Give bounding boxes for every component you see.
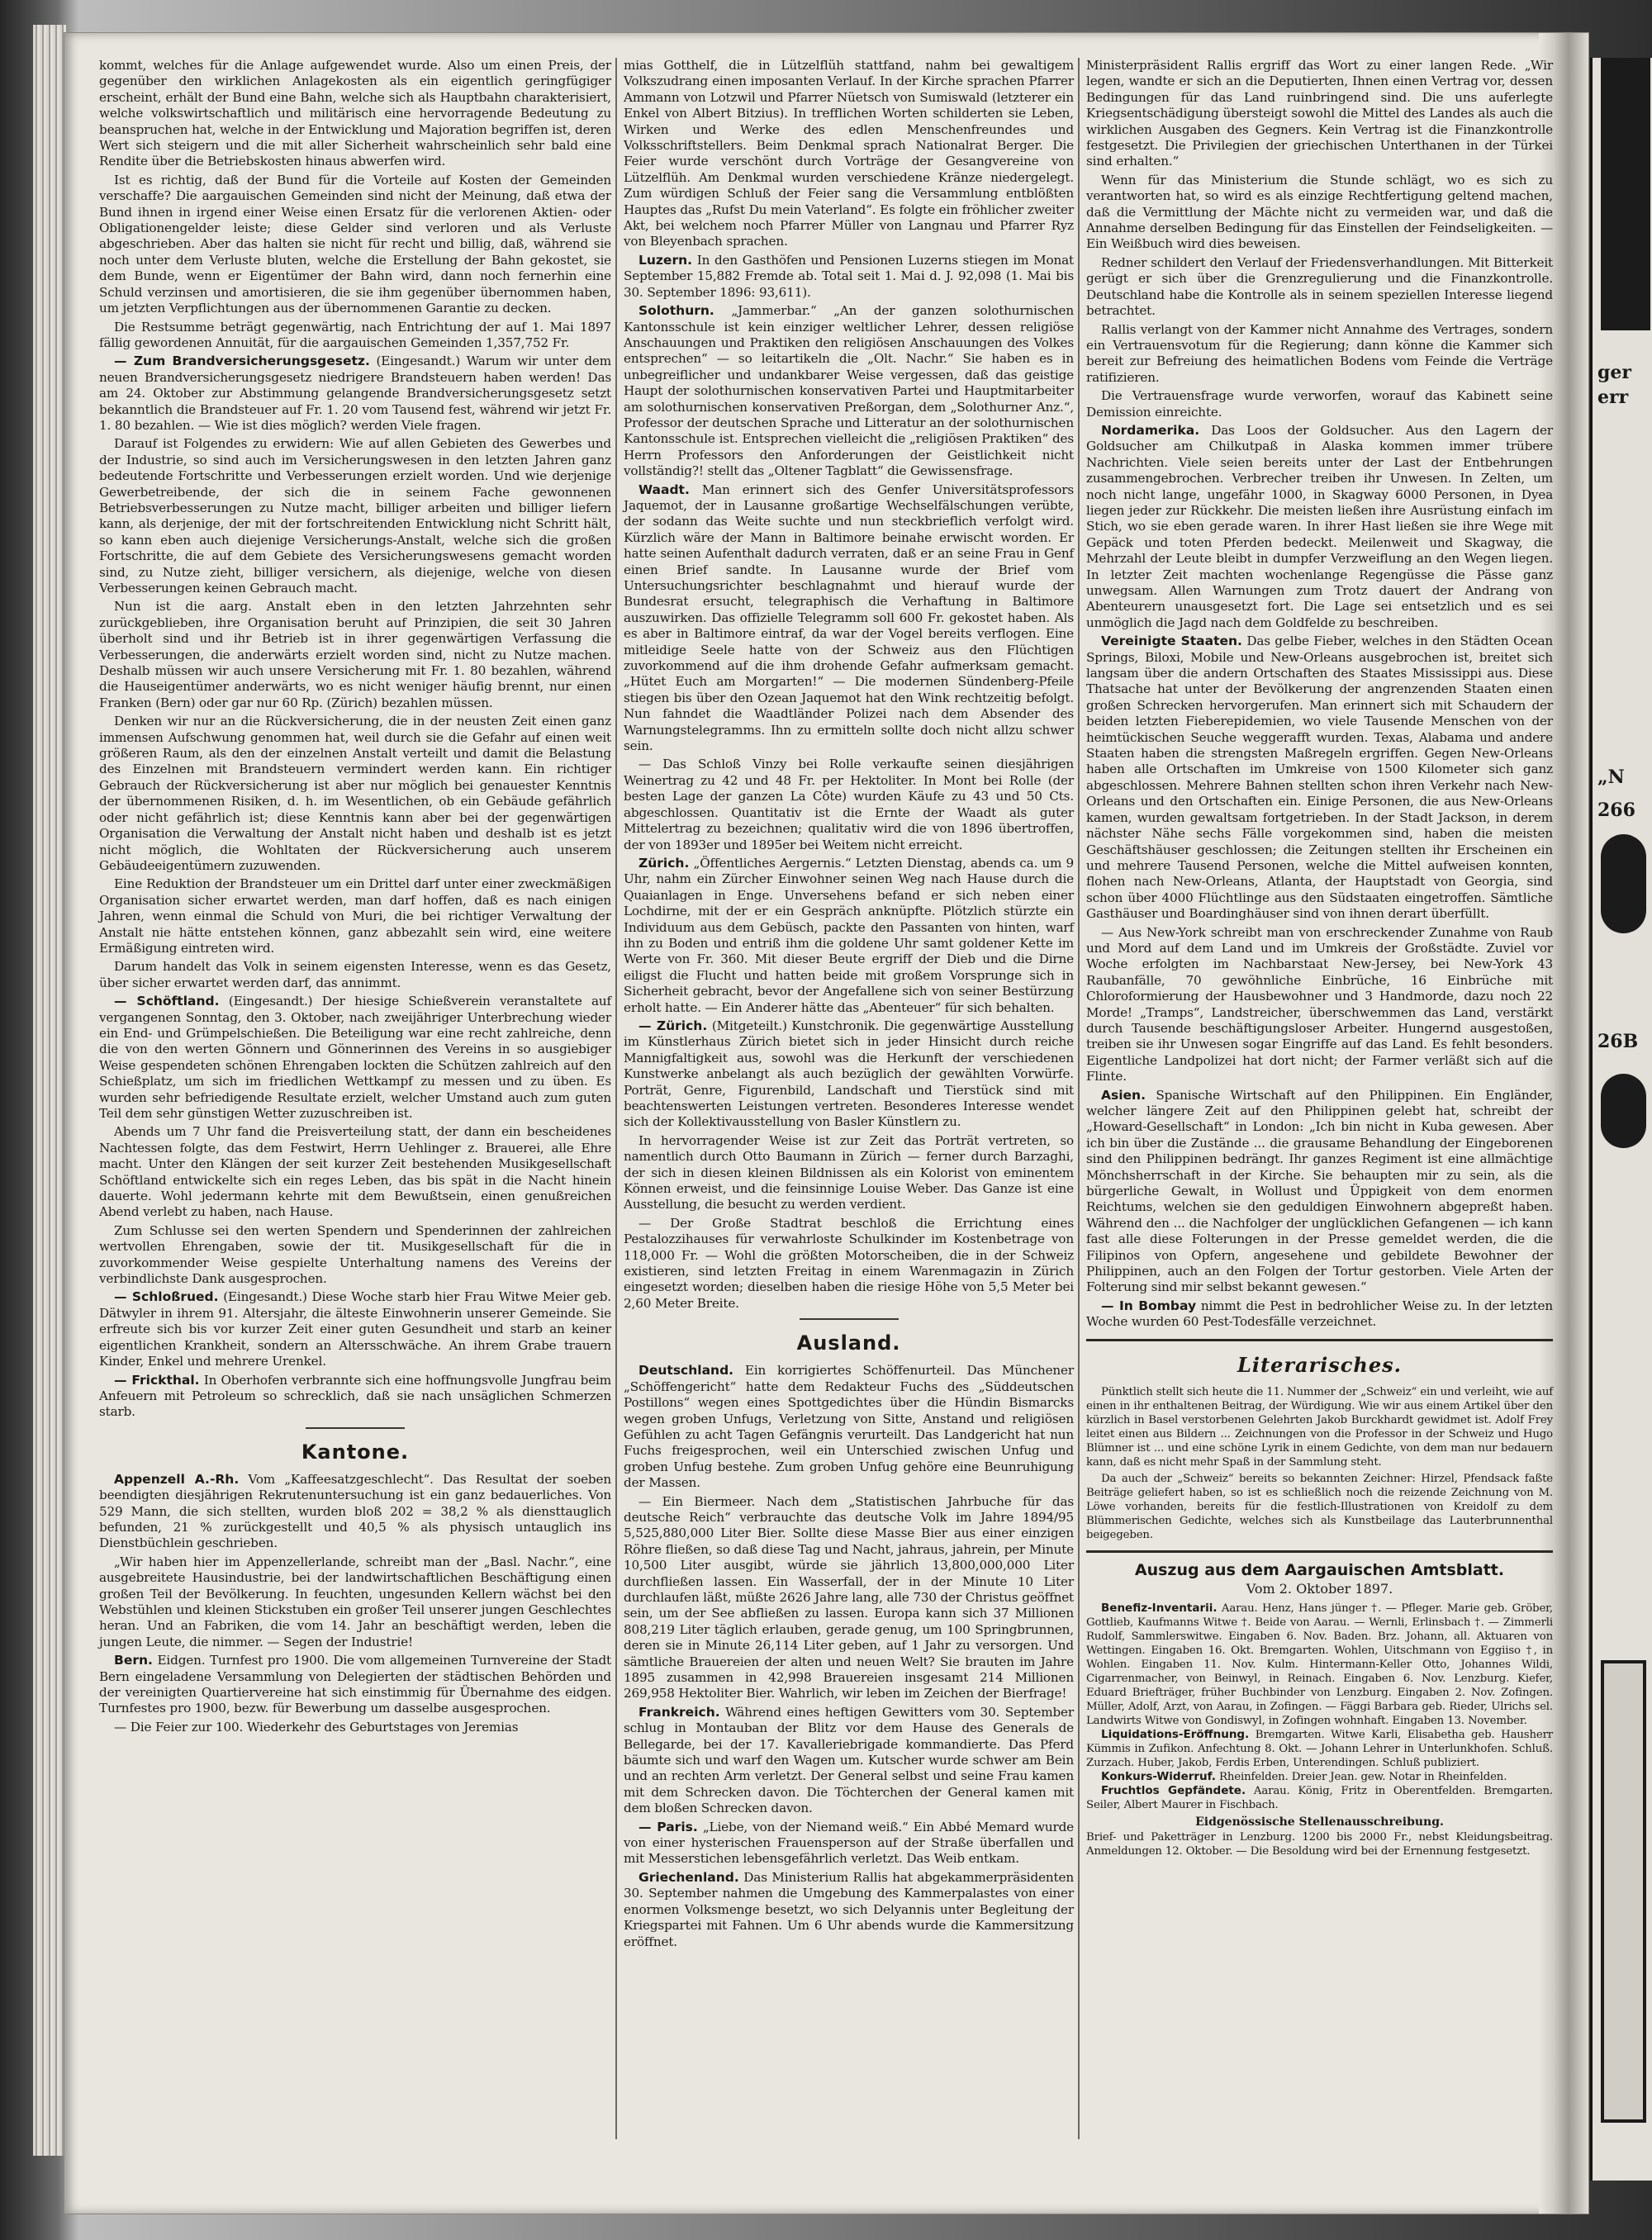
article-text: Ministerpräsident Rallis ergriff das Wort zu einer langen Rede. „Wir legen, wandte er sich an die Deputierten, Ihnen einen Vertrag vor, dessen Bedingungen für das Land ruinbringend sind. Die uns auferlegte Kriegsentschädigung übersteigt sowohl die Mittel des Landes als auch die wirklichen Ausgaben des Gegners. Kein Vertrag ist die Finanzkontrolle festgesetzt. Die Privilegien der griechischen Unterthanen in der Türkei sind erhalten.“ <box>1086 58 1553 169</box>
article-paragraph <box>99 1289 611 1369</box>
literary-notice: Da auch der „Schweiz“ bereits so bekannten Zeichner: Hirzel, Pfendsack faßte Beiträge geliefert haben, so ist es schließlich noch die reizende Zeichnung von M. Löwe vorhanden, bereits für die festlich-Illustrationen von Kreidolf zu dem Blümmerischen Gedichte, welches sich als Kunstbeilage das Lauterbrunnenthal beigegeben. <box>1086 1472 1553 1541</box>
article-text: mias Gotthelf, die in Lützelflüh stattfand, nahm bei gewaltigem Volkszudrang einen imposanten Verlauf. In der Kirche sprachen Pfarrer Ammann von Lotzwil und Pfarrer Nüetsch von Sumiswald (letzterer ein Enkel von Albert Bitzius). In trefflichen Worten schilderten sie Leben, Wirken und Werke des edlen Menschenfreundes und Volksschriftstellers. Beim Denkmal sprach Nationalrat Berger. Die Feier wurde verschönt durch Vorträge der Gesangvereine von Lützelflüh. Am Denkmal wurden verschiedene Kränze niedergelegt. Zum würdigen Schluß der Feier sang die Versammlung entblößten Hauptes das „Rufst Du mein Vaterland“. Es folgte ein fröhlicher zweiter Akt, bei welchem noch Pfarrer Müller von Langnau und Pfarrer Ryz von Bleyenbach sprachen. <box>624 58 1074 249</box>
column-divider-2 <box>1078 58 1080 2139</box>
section-title: Literarisches. <box>1237 1352 1402 1377</box>
article-heading: Luzern. <box>638 252 693 268</box>
article-paragraph <box>99 320 611 352</box>
article-paragraph <box>99 1653 611 1717</box>
column-2 <box>624 58 1074 1953</box>
column-3 <box>1086 58 1553 1858</box>
column-1 <box>99 58 611 1738</box>
article-paragraph <box>624 1018 1074 1131</box>
article-text: In hervorragender Weise ist zur Zeit das Porträt vertreten, so namentlich durch Otto Baumann in Zürich — ferner durch Barzaghi, der sich in diesen kleinen Bildnissen als ein Kolorist von eminentem Können erweist, und die feinsinnige Louise Weber. Das Ganze ist eine Ausstellung, die besucht zu werden verdient. <box>624 1132 1074 1213</box>
article-paragraph <box>1086 58 1553 170</box>
article-text: nimmt die Pest in bedrohlicher Weise zu. In der letzten Woche wurden 60 Pest-Todesfälle verzeichnet. <box>1086 1298 1553 1330</box>
amtsblatt-entry-text: Aarau. Henz, Hans jünger †. — Pfleger. Marie geb. Gröber, Gottlieb, Kaufmanns Witwe †. Beide von Aarau. — Wernli, Erlinsbach †. — Zimmerli Rudolf, Sammlerswitwe. Eingaben 6. Nov. Baden. Brz. Johann, all. Aktuaren von Wettingen. Eingaben 16. Okt. Bremgarten. Wohlen, Uitschmann von Eggiiso †, in Wohlen. Eingaben 11. Nov. Kulm. Hintermann-Keller Otto, Johannes Wildi, Cigarrenmacher, von Beinwyl, in Reinach. Eingaben 6. Nov. Lenzburg. Kiefer, Eduard Briefträger, früher Buchbinder von Lenzburg. Eingaben 2. Nov. Zofingen. Müller, Adolf, Arzt, von Aarau, in Zofingen. — Fäggi Barbara geb. Rieder, Ulrichs sel. Landwirts Witwe von Gondiswyl, in Zofingen wohnhaft. Eingaben 13. November. <box>1086 1602 1554 1727</box>
article-paragraph <box>1086 255 1553 320</box>
article-text: In Oberhofen verbrannte sich eine hoffnungsvolle Jungfrau beim Anfeuern mit Petroleum so schrecklich, daß sie nach unsäglichen Schmerzen starb. <box>99 1372 611 1420</box>
article-heading: — Schöftland. <box>114 994 220 1009</box>
amtsblatt-entry <box>1086 1770 1553 1784</box>
article-paragraph <box>624 1216 1074 1312</box>
amtsblatt-entry-heading: Liquidations-Eröffnung. <box>1101 1727 1250 1741</box>
article-paragraph <box>99 876 611 956</box>
article-heading: — Paris. <box>638 1819 698 1834</box>
article-text: (Mitgeteilt.) Kunstchronik. Die gegenwärtige Ausstellung im Künstlerhaus Zürich bietet sich in jeder Hinsicht durch reiche Mannigfaltigkeit aus, sowohl was die Herkunft der verschiedenen Kunstwerke anbelangt als auch bezüglich der gewählten Vorwürfe. Porträt, Genre, Figurenbild, Landschaft und Tierstück sind mit beachtenswerten Leistungen vertreten. Besonderes Interesse wendet sich der Kollektivausstellung von Basler Künstlern zu. <box>624 1018 1074 1130</box>
article-text: — Ein Biermeer. Nach dem „Statistischen Jahrbuche für das deutsche Reich“ verbrauchte das deutsche Volk im Jahre 1894/95 5,525,880,000 Liter Bier. Sollte diese Masse Bier aus einer einzigen Röhre fließen, so daß diese Tag und Nacht, jahraus, jahrein, per Minute 10,500 Liter ausgibt, würde sie jährlich 13,800,000,000 Liter durchfließen lassen. Ein Wasserfall, der in der Minute 10 Liter durchlaufen läßt, müßte 2626 Jahre lang, alle 730 der Christus geöffnet sein, um der See abfließen zu lassen. Europa kann sich 37 Millionen 808,219 Liter täglich erlauben, gerade genug, um 100 Springbrunnen, deren sie in Minute 26,114 Liter geben, auf 1 Jahr zu versorgen. Und sämtliche Brauereien der alten und neuen Welt? Sie brauten im Jahre 1895 zusammen in 42,998 Brauereien insgesamt 214 Millionen 269,958 Hektoliter Bier. Wahrlich, wir leben im Zeichen der Bierfrage! <box>624 1493 1074 1701</box>
article-paragraph <box>99 1554 611 1650</box>
article-paragraph <box>624 1705 1074 1817</box>
amtsblatt-entry-text: Aarau. König, Fritz in Oberentfelden. Bremgarten. Seiler, Albert Maurer in Fischbach. <box>1086 1784 1553 1811</box>
article-text: Während eines heftigen Gewitters vom 30. September schlug in Montauban der Blitz vor dem Hause des Generals de Bellegarde, bei der 17. Kavalleriebrigade kommandierte. Das Pferd bäumte sich und warf den Wagen um. Kutscher wurde schwer am Bein und an rechten Arm verletzt. Der General selbst und seine Frau kamen mit dem Schrecken davon. Die Töchterchen der General kamen mit dem bloßen Schrecken davon. <box>624 1704 1074 1816</box>
article-paragraph <box>624 482 1074 755</box>
article-paragraph <box>99 959 611 991</box>
article-paragraph <box>1086 322 1553 387</box>
article-paragraph <box>99 58 611 170</box>
article-text: Redner schildert den Verlauf der Friedensverhandlungen. Mit Bitterkeit gerügt er sich über die Grenzregulierung und die Finanzkontrolle. Deutschland habe die Kontrolle als in seinem speziellen Interesse liegend betrachtet. <box>1086 254 1553 319</box>
article-paragraph <box>624 1133 1074 1213</box>
article-heading: — Frickthal. <box>114 1372 200 1388</box>
article-heading: Solothurn. <box>638 303 714 319</box>
article-heading: Nordamerika. <box>1101 422 1200 438</box>
article-text: Die Restsumme beträgt gegenwärtig, nach Entrichtung der auf 1. Mai 1897 fällig gewordenen Annuität, für die aargauischen Gemeinden 1,357,752 Fr. <box>99 319 611 350</box>
adjacent-page-edge <box>1590 58 1652 2181</box>
article-text: Wenn für das Ministerium die Stunde schlägt, wo es sich zu verantworten hat, so wird es als einzige Rechtfertigung geltend machen, daß die Vermittlung der Mächte nicht zu vermeiden war, und daß die Annahme derselben Bedingung für das Einstellen der Feindseligkeiten. — Ein Weißbuch wird dies beweisen. <box>1086 172 1553 252</box>
article-paragraph <box>99 1223 611 1288</box>
article-paragraph <box>624 1870 1074 1950</box>
article-text: kommt, welches für die Anlage aufgewendet wurde. Also um einen Preis, der gegenüber den wirklichen Anlagekosten als ein eigentlich geringfügiger erscheint, erhält der Bund eine Bahn, welche sich als Hauptbahn charakterisiert, welche volkswirtschaftlich und militärisch eine hervorragende Bedeutung zu beanspruchen hat, welche in der Entwicklung und Majoration begriffen ist, deren Wert sich steigern und die mit aller Sicherheit wahrscheinlich sehr bald eine Rendite über die Betriebskosten hinaus abwerfen wird. <box>99 58 611 169</box>
article-text: Nun ist die aarg. Anstalt eben in den letzten Jahrzehnten sehr zurückgeblieben, ihre Organisation beruht auf Prinzipien, die seit 30 Jahren überholt sind und ihr Betrieb ist in ihrer gegenwärtigen Verfassung die Verbesserungen, die anderwärts erzielt worden sind, nicht zu Nutze machen. Deshalb müssen wir auch unsere Versicherung mit Fr. 1. 80 bezahlen, während die Hauseigentümer anderwärts, wo es nicht weniger häufig brennt, nur einen Franken (Bern) oder gar nur 60 Rp. (Zürich) bezahlen müssen. <box>99 599 611 710</box>
article-paragraph <box>1086 1298 1553 1331</box>
article-paragraph <box>1086 173 1553 253</box>
article-text: Das Loos der Goldsucher. Aus den Lagern der Goldsucher am Chilkutpaß in Alaska kommen immer trübere Nachrichten. Viele seien bereits unter der Last der Entbehrungen zusammengebrochen. Verbrecher treiben ihr Unwesen. In Zelten, um noch nicht lange, ungefähr 1000, in Skagway 6000 Personen, in Dyea liegen jeder zur Rückkehr. Die meisten ließen ihre Ausrüstung einfach im Stich, wo sie eben gerade waren. In ihrer Hast ließen sie ihre Wege mit Gepäck und toten Pferden bedeckt. Meilenweit und Skagway, die Mehrzahl der Leute bleibt in dumpfer Verzweiflung an den Wegen liegen. In letzter Zeit machten wochenlange Regengüsse die Pässe ganz unwegsam. Allen Warnungen zum Trotz dauert der Andrang von Abenteurern unausgesetzt fort. Die Lage sei entsetzlich und es sei unmöglich die Jagd nach dem Goldfelde zu beschreiben. <box>1086 422 1553 630</box>
article-paragraph <box>624 303 1074 479</box>
article-text: Zum Schlusse sei den werten Spendern und Spenderinnen der zahlreichen wertvollen Ehrengaben, sowie der tit. Musikgesellschaft für die in zuvorkommender Weise gespielte Unterhaltung namens des Vereins der verbindlichste Dank ausgesprochen. <box>99 1222 611 1287</box>
article-heading: Zürich. <box>638 855 690 871</box>
article-heading: Frankreich. <box>638 1704 720 1720</box>
article-text: „Wir haben hier im Appenzellerlande, schreibt man der „Basl. Nachr.“, eine ausgebreitete Hausindustrie, bei der landwirtschaftlichen Beschäftigung einen großen Teil der Bevölkerung. In feuchten, ungesunden Kellern wächst bei den Webstühlen und kleinen Stickstuben ein großer Teil unserer jungen Geschlechtes heran. Und an Fabriken, die vom 14. Jahr an beschäftigt werden, leben die jungen Leute, die nimmer. — Segen der Industrie! <box>99 1554 611 1649</box>
article-text: Eine Reduktion der Brandsteuer um ein Drittel darf unter einer zweckmäßigen Organisation sicher erwartet werden, man darf hoffen, daß es nach einigen Jahren, wenn einmal die Schuld von Muri, die bei richtiger Verwaltung der Anstalt nie hätte entstehen können, ganz abbezahlt sein wird, eine weitere Ermäßigung eintreten wird. <box>99 876 611 956</box>
article-paragraph <box>99 1373 611 1421</box>
article-heading: Vereinigte Staaten. <box>1101 634 1242 649</box>
article-text: In den Gasthöfen und Pensionen Luzerns stiegen im Monat September 15,882 Fremde ab. Total seit 1. Mai d. J. 92,098 (1. Mai bis 30. September 1896: 93,611). <box>624 252 1074 300</box>
article-text: Man erinnert sich des Genfer Universitätsprofessors Jaquemot, der in Lausanne großartige Wechselfälschungen verübte, der sodann das Weite suchte und nun steckbrieflich verfolgt wird. Kürzlich wäre der Mann in Baltimore beinahe erwischt worden. Er hatte seinen Aufenthalt dadurch verraten, daß er an seine Frau in Genf einen Brief sandte. In Lausanne wurde der Brief vom Untersuchungsrichter beschlagnahmt und hierauf wurde der Bundesrat ersucht, telegraphisch die Verhaftung in Baltimore auszuwirken. Das offizielle Telegramm soll 600 Fr. gekostet haben. Als es aber in Baltimore eintraf, da war der Vogel bereits verflogen. Eine mitleidige Seele hatte von der Schweiz aus den Flüchtigen zuvorkommend auf die ihm drohende Gefahr aufmerksam gemacht. „Hütet Euch am Morgarten!“ — Die modernen Sündenberg-Pfeile stiegen bis über den Ozean Jaquemot hat den Wink rechtzeitig befolgt. Nun fahndet die Waadtländer Polizei nach dem Absender des Warnungstelegramms. Ihn zu ermitteln sollte doch nicht allzu schwer sein. <box>624 482 1074 754</box>
adjacent-page-fragment: err <box>1597 387 1629 408</box>
article-text: Darauf ist Folgendes zu erwidern: Wie auf allen Gebieten des Gewerbes und der Industrie, so sind auch im Versicherungswesen in den letzten Jahren ganz bedeutende Fortschritte und Verbesserungen erzielt worden. Und wie derjenige Gewerbetreibende, der sich die in seinem Fache gewonnenen Betriebsverbesserungen zu Nutze macht, billiger arbeiten und billiger liefern kann, als derjenige, der mit der fortschreitenden Entwicklung nicht Schritt hält, so kann eben auch diejenige Versicherungs-Anstalt, welche sich die großen Fortschritte, die auf dem Gebiete des Versicherungswesens gemacht worden sind, zu Nutze zieht, billiger versichern, als diejenige, welche von diesen Verbesserungen keinen Gebrauch macht. <box>99 436 611 596</box>
article-heading: Bern. <box>114 1653 153 1668</box>
amtsblatt-entry-heading: Fruchtlos Gepfändete. <box>1101 1783 1246 1797</box>
adjacent-page-ad-frame <box>1601 1660 1646 2123</box>
article-paragraph <box>99 436 611 596</box>
article-paragraph <box>1086 423 1553 631</box>
article-paragraph <box>99 994 611 1122</box>
article-heading: — Schloßrued. <box>114 1289 219 1305</box>
amtsblatt-entry <box>1086 1784 1553 1812</box>
amtsblatt-date: Vom 2. Oktober 1897. <box>1246 1580 1393 1597</box>
article-text: — Das Schloß Vinzy bei Rolle verkaufte seinen diesjährigen Weinertrag zu 42 und 48 Fr. per Hektoliter. In Mont bei Rolle (der besten Lage der ganzen La Côte) wurden Käufe zu 43 und 50 Cts. abgeschlossen. Quantitativ ist die Ernte der Waadt als guter Mittelertrag zu bezeichnen; qualitativ wird die von 1896 übertroffen, der von 1893er und 1895er bei Weitem nicht erreicht. <box>624 757 1074 852</box>
article-heading: Deutschland. <box>638 1363 734 1379</box>
amtsblatt-entry-heading: Konkurs-Widerruf. <box>1101 1769 1216 1783</box>
column-divider-1 <box>615 58 617 2139</box>
article-text: — Die Feier zur 100. Wiederkehr des Geburtstages von Jeremias <box>114 1719 519 1735</box>
article-text: (Eingesandt.) Der hiesige Schießverein veranstaltete auf vergangenen Sonntag, den 3. Oktober, nach zweijähriger Unterbrechung wieder ein End- und Grümpelschießen. Die Beteiligung war eine recht zahlreiche, denn die von den werten Gönnern und Gönnerinnen des Vereins in so ausgiebiger Weise gespendeten schönen Ehrengaben lockten die Schützen zahlreich auf den Schießplatz, um sich im friedlichen Wettkampf zu messen und zu üben. Es wurden sehr befriedigende Resultate erzielt, welcher Umstand auch zum guten Teil dem sehr günstigen Wetter zuzuschreiben ist. <box>99 994 611 1121</box>
adjacent-page-ornament <box>1601 834 1646 933</box>
article-text: „Öffentliches Aergernis.“ Letzten Dienstag, abends ca. um 9 Uhr, nahm ein Zürcher Einwohner seinen Weg nach Hause durch die Quaianlagen in Enge. Unversehens befand er sich neben einer Lochdirne, mit der er ein Gespräch anknüpfte. Plötzlich stürzte ein Individuum aus dem Gebüsch, packte den Passanten von hinten, warf ihn zu Boden und entriß ihm die goldene Uhr samt goldener Kette im Werte von Fr. 360. Mit dieser Beute ergriff der Dieb und die Dirne eiligst die Flucht und hatten beide mit großem Vorsprunge sich in Sicherheit gebracht, bevor der Angefallene sich von seiner Bestürzung erholt hatte. — Ein Anderer hätte das „Abenteuer“ für sich behalten. <box>624 855 1074 1015</box>
adjacent-page-fragment: „N <box>1597 766 1625 788</box>
article-paragraph <box>99 599 611 711</box>
article-paragraph <box>99 173 611 317</box>
amtsblatt-title: Auszug aus dem Aargauischen Amtsblatt. <box>1134 1560 1505 1579</box>
article-heading: Griechenland. <box>638 1869 739 1885</box>
article-text: Das Ministerium Rallis hat abgekammerpräsidenten 30. September nahmen die Umgebung des Kammerpalastes von einer enormen Volksmenge besetzt, wo sich Delyannis unter Begleitung der Kriegspartei mit Fahnen. Um 6 Uhr abends wurde die Kammersitzung eröffnet. <box>624 1869 1074 1949</box>
amtsblatt-entry-text: Bremgarten. Witwe Karli, Elisabetha geb. Hausherr Kümmis in Zufikon. Anfechtung 8. Okt. — Johann Lehrer in Unterlunkhofen. Schluß. Zurzach. Huber, Jakob, Ferdis Erben, Unterendingen. Schluß publiziert. <box>1086 1728 1553 1769</box>
article-paragraph <box>624 1820 1074 1867</box>
article-text: „Liebe, von der Niemand weiß.“ Ein Abbé Memard wurde von einer hysterischen Frauensperson auf der Straße überfallen und mit Messerstichen lebensgefährlich verletzt. Das Weib entkam. <box>624 1819 1074 1867</box>
article-paragraph <box>1086 634 1553 922</box>
article-text: Eidgen. Turnfest pro 1900. Die vom allgemeinen Turnvereine der Stadt Bern eingeladene Versammlung von Delegierten der städtischen Behörden und der vereinigten Quartiervereine hat sich einstimmig für Übernahme des eidgen. Turnfestes pro 1900, bezw. für Bewerbung um dasselbe ausgesprochen. <box>99 1653 611 1716</box>
amtsblatt-entry-text: Rheinfelden. Dreier Jean. gew. Notar in Rheinfelden. <box>1219 1770 1507 1783</box>
article-paragraph <box>624 58 1074 250</box>
article-paragraph <box>99 1124 611 1220</box>
section-title: Ausland. <box>796 1331 901 1355</box>
article-heading: — Zürich. <box>638 1018 708 1033</box>
article-text: „Jammerbar.“ „An der ganzen solothurnischen Kantonsschule ist kein einziger weltlicher Lehrer, dessen religiöse Anschauungen und Praktiken den religiösen Anschauungen des Volkes entsprechen“ — so leitartikeln die „Olt. Nachr.“ Sie haben es in unbegreiflicher und undankbarer Weise vergessen, daß das geistige Haupt der solothurnischen konservativen Partei und Hauptmitarbeiter am solothurnischen konservativen Preßorgan, dem „Solothurner Anz.“, Professor der deutschen Sprache und Litteratur an der solothurnischen Kantonsschule ist. Entsprechen vielleicht die „religiösen Praktiken“ des Herrn Professors den Anforderungen der Geistlichkeit nicht vollständig?! stellt das „Oltener Tagblatt“ die Gewissensfrage. <box>624 303 1074 479</box>
article-paragraph <box>624 1494 1074 1702</box>
amtsblatt-entry <box>1086 1728 1553 1770</box>
article-text: — Der Große Stadtrat beschloß die Errichtung eines Pestalozzihauses für verwahrloste Schulkinder im Kostenbetrage von 118,000 Fr. — Wohl die größten Motorscheiben, die in der Schweiz existieren, sind letzten Freitag in einem Warenmagazin in Zürich eingesetzt worden; dieselben haben die riesige Höhe von 5,5 Meter bei 2,60 Meter Breite. <box>624 1215 1074 1311</box>
article-text: Ein korrigiertes Schöffenurteil. Das Münchener „Schöffengericht“ hatte dem Redakteur Fuchs des „Süddeutschen Postillons“ wegen eines Spottgedichtes über die Hündin Bismarcks wegen groben Unfugs, Verletzung von Sitte, Anstand und religiösen Gefühlen zu acht Tagen Gefängnis verurteilt. Das Landgericht hat nun Fuchs freigesprochen, weil ein Unterschied zwischen Unfug und groben Unfug bestehe. Zum groben Unfug gehöre eine Beunruhigung der Massen. <box>624 1363 1074 1491</box>
article-paragraph <box>99 1720 611 1735</box>
article-text: Rallis verlangt von der Kammer nicht Annahme des Vertrages, sondern ein Vertrauensvotum für die Regierung; dann könne die Kammer sich bereit zur Befreiung des heimatlichen Bodens vom Feinde die Verträge ratifizieren. <box>1086 321 1553 385</box>
section-separator <box>1086 1339 1553 1341</box>
article-text: Spanische Wirtschaft auf den Philippinen. Ein Engländer, welcher längere Zeit auf den Philippinen gelebt hat, schreibt der „Howard-Gesellschaft“ in London: „Ich bin nicht in Kuba gewesen. Aber ich bin über die Zustände ... die grausame Behandlung der Eingeborenen sind den Philippinen bedrängt. Ihr ganzes Regiment ist eine allmächtige Mönchsherrschaft in der Kirche. Sie behaupten mir zu sein, als die bürgerliche Gewalt, in Wollust und Üppigkeit von dem enormen Reichtums, welchen sie den geduldigen Einwohnern abgepreßt haben. Während den ... die Nachfolger der unglücklichen Gefangenen — ich kann fast alle diese Folterungen in der Presse gemeldet werden, die die Filipinos von Opfern, angesehene und gebildete Bewohner der Philippinen, auch an den Folgen der Tortur gestorben. Viele Arten der Folterung sind mir selbst bekannt gewesen.“ <box>1086 1087 1554 1295</box>
adjacent-page-black-banner <box>1601 58 1650 330</box>
article-text: Ist es richtig, daß der Bund für die Vorteile auf Kosten der Gemeinden verschaffe? Die aargauischen Gemeinden sind nicht der Meinung, daß etwa der Bund ihnen in irgend einer Weise einen Ersatz für die verlorenen Aktien- oder Obligationengelder leiste; diese Gelder sind verloren und als Verluste abgeschrieben. Aber das halten sie nicht für recht und billig, daß, während sie noch unter dem Verluste bluten, welche die Erstellung der Bahn gekostet, sie dem Bunde, wenn er Eigentümer der Bahn wird, dann noch fernerhin eine Schuld verzinsen und amortisieren, die sie ihm gegenüber übernommen haben, um jetzten Verpflichtungen aus der übernommenen Garantie zu decken. <box>99 172 611 316</box>
article-text: Vom „Kaffeesatzgeschlecht“. Das Resultat der soeben beendigten diesjährigen Rekrutenuntersuchung ist ein ganz bedauerliches. Von 529 Mann, die sich stellten, wurden bloß 202 = 38,2 % als diensttauglich befunden, 21 % zurückgestellt und 40,5 % als physisch untauglich ins Dienstbüchlein geschrieben. <box>99 1471 611 1551</box>
article-text: Abends um 7 Uhr fand die Preisverteilung statt, der dann ein bescheidenes Nachtessen folgte, das dem Festwirt, Herrn Uehlinger z. Brauerei, alle Ehre macht. Unter den Klängen der seit kurzer Zeit bestehenden Musikgesellschaft Schöftland entwickelte sich ein reges Leben, das bis spät in die Nacht hinein dauerte. Wohl jedermann kehrte mit dem Bewußtsein, einen genußreichen Abend verlebt zu haben, nach Hause. <box>99 1124 611 1220</box>
adjacent-page-fragment: ger <box>1597 362 1631 383</box>
article-heading: Asien. <box>1101 1087 1146 1103</box>
amtsblatt-subheading: Eidgenössische Stellenausschreibung. <box>1195 1815 1444 1829</box>
article-text: (Eingesandt.) Warum wir unter dem neuen Brandversicherungsgesetz niedrigere Brandsteuern haben werden! Das am 24. Oktober zur Abstimmung gelangende Brandversicherungsgesetz setzt bekanntlich die Brandsteuer auf Fr. 1. 20 vom Tausend fest, während wir jetzt Fr. 1. 80 bezahlen. — Wie ist dies möglich? werden Viele fragen. <box>99 354 611 433</box>
article-text: Die Vertrauensfrage wurde verworfen, worauf das Kabinett seine Demission einreichte. <box>1086 388 1553 420</box>
section-separator <box>1086 1550 1553 1553</box>
amtsblatt-entry: Brief- und Paketträger in Lenzburg. 1200 bis 2000 Fr., nebst Kleidungsbeitrag. Anmeldungen 12. Oktober. — Die Besoldung wird bei der Ernennung festgesetzt. <box>1086 1830 1553 1858</box>
article-paragraph <box>624 757 1074 852</box>
article-heading: — In Bombay <box>1101 1298 1197 1313</box>
article-paragraph <box>624 856 1074 1016</box>
adjacent-page-fragment: 266 <box>1597 800 1635 821</box>
article-text: (Eingesandt.) Diese Woche starb hier Frau Witwe Meier geb. Dätwyler in ihrem 91. Altersjahr, die älteste Einwohnerin unserer Gemeinde. Sie erfreute sich bis vor kurzer Zeit einer guten Gesundheit und starb an keiner eigentlichen Krankheit, sondern an Altersschwäche. An ihrem Grabe trauern Kinder, Enkel und mehrere Urenkel. <box>99 1289 611 1369</box>
amtsblatt-entry <box>1086 1602 1553 1728</box>
literary-notice: Pünktlich stellt sich heute die 11. Nummer der „Schweiz“ ein und verleiht, wie auf einen in ihr enthaltenen Beitrag, der Würdigung. Wie wir aus einem Artikel über den kürzlich in Basel verstorbenen Gelehrten Jakob Burckhardt gewidmet ist. Adolf Frey leitet einen aus Bildern ... Zeichnungen von die Professor in der Schweiz und Hugo Blümner ist ... und eine schöne Lyrik in einem Gedichte, von dem man nur bedauern kann, daß es nicht mehr Spaß in der Sammlung steht. <box>1086 1385 1553 1469</box>
article-paragraph <box>99 1472 611 1552</box>
adjacent-page-ornament <box>1601 1074 1646 1148</box>
article-text: Das gelbe Fieber, welches in den Städten Ocean Springs, Biloxi, Mobile und New-Orleans ausgebrochen ist, breitet sich langsam über die andern Ortschaften des Staates Mississippi aus. Diese Thatsache hat unter der Bevölkerung der angrenzenden Staaten einen großen Schrecken hervorgerufen. Man erinnert sich mit Schaudern der beiden letzten Fieberepidemien, wo viele Tausende Menschen von der heimtückischen Seuche weggerafft wurden. Texas, Alabama und andere Staaten haben die strengsten Maßregeln ergriffen. Gegen New-Orleans haben alle Ortschaften im Umkreise von 1500 Kilometer sich ganz abgeschlossen. Mehrere Bahnen stellten schon ihren Verkehr nach New-Orleans und den Ortschaften ein. Einige Personen, die aus New-Orleans kamen, wurden gewaltsam fortgetrieben. In der Stadt Jackson, in derem nächster Nähe sechs Fälle vorgekommen sind, haben die meisten Geschäftshäuser geschlossen; die Zeitungen stellten ihr Erscheinen ein und mehrere Tausend Personen, welche die Mittel aufweisen konnten, flohen nach New-Orleans, Atlanta, der Hauptstadt von Georgia, sind schon über 4000 Flüchtlinge aus den Südstaaten eingetroffen. Sämtliche Gasthäuser und Boardinghäuser sind von ihnen derart überfüllt. <box>1086 634 1553 922</box>
amtsblatt-entry-heading: Benefiz-Inventarii. <box>1101 1601 1218 1615</box>
article-paragraph <box>99 714 611 874</box>
article-text: Denken wir nur an die Rückversicherung, die in der neusten Zeit einen ganz immensen Aufschwung genommen hat, weil durch sie die Gefahr auf einen weit größeren Raum, als den der einzelnen Anstalt verteilt und damit die Belastung des Einzelnen mit Brandsteuern vermindert werden kann. Ein richtiger Gebrauch der Rückversicherung ist aber nur möglich bei genauester Kenntnis der übernommenen Risiken, d. h. im Wesentlichen, ob ein Gebäude gefährlich oder nicht gefährlich ist; diese Kenntnis kann aber bei der gegenwärtigen Organisation die Verwaltung der Anstalt nicht haben und deshalb ist es jetzt nicht möglich, die Wohltaten der Rückversicherung auch unserem Gebäudeeigentümern zuzuwenden. <box>99 714 611 873</box>
section-separator <box>306 1427 405 1429</box>
section-title: Kantone. <box>301 1440 410 1464</box>
adjacent-page-fragment: 26B <box>1597 1031 1639 1052</box>
article-heading: Waadt. <box>638 482 690 497</box>
article-paragraph <box>1086 925 1553 1085</box>
article-paragraph <box>624 1363 1074 1491</box>
article-paragraph <box>99 354 611 434</box>
article-paragraph <box>624 253 1074 301</box>
page-stack-edge <box>33 25 66 2156</box>
article-paragraph <box>1086 388 1553 420</box>
article-text: — Aus New-York schreibt man von erschreckender Zunahme von Raub und Mord auf dem Land und im Umkreis der Großstädte. Zuviel vor Woche erfolgten im Nachbarstaat New-Jersey, bei New-York 43 Raubanfälle, 70 gewöhnliche Einbrüche, 16 Einbrüche mit Chloroformierung der Hausbewohner und 3 Handmorde, dazu noch 22 Morde! „Tramps“, Landstreicher, überschwemmen das Land, verstärkt durch Tausende beschäftigungsloser Arbeiter. Hungernd ausgestoßen, treiben sie ihr Unwesen sogar Eingriffe auf das Land. Es fehlt besonders. Eigentliche Landpolizei hat dort nicht; der Farmer verläßt sich auf die Flinte. <box>1086 924 1553 1084</box>
article-heading: Appenzell A.-Rh. <box>114 1471 240 1487</box>
article-text: Darum handelt das Volk in seinem eigensten Interesse, wenn es das Gesetz, über sicher erwartet werden darf, das annimmt. <box>99 959 611 990</box>
section-separator <box>800 1318 899 1320</box>
article-paragraph <box>1086 1088 1553 1296</box>
article-heading: — Zum Brandversicherungsgesetz. <box>114 354 370 369</box>
